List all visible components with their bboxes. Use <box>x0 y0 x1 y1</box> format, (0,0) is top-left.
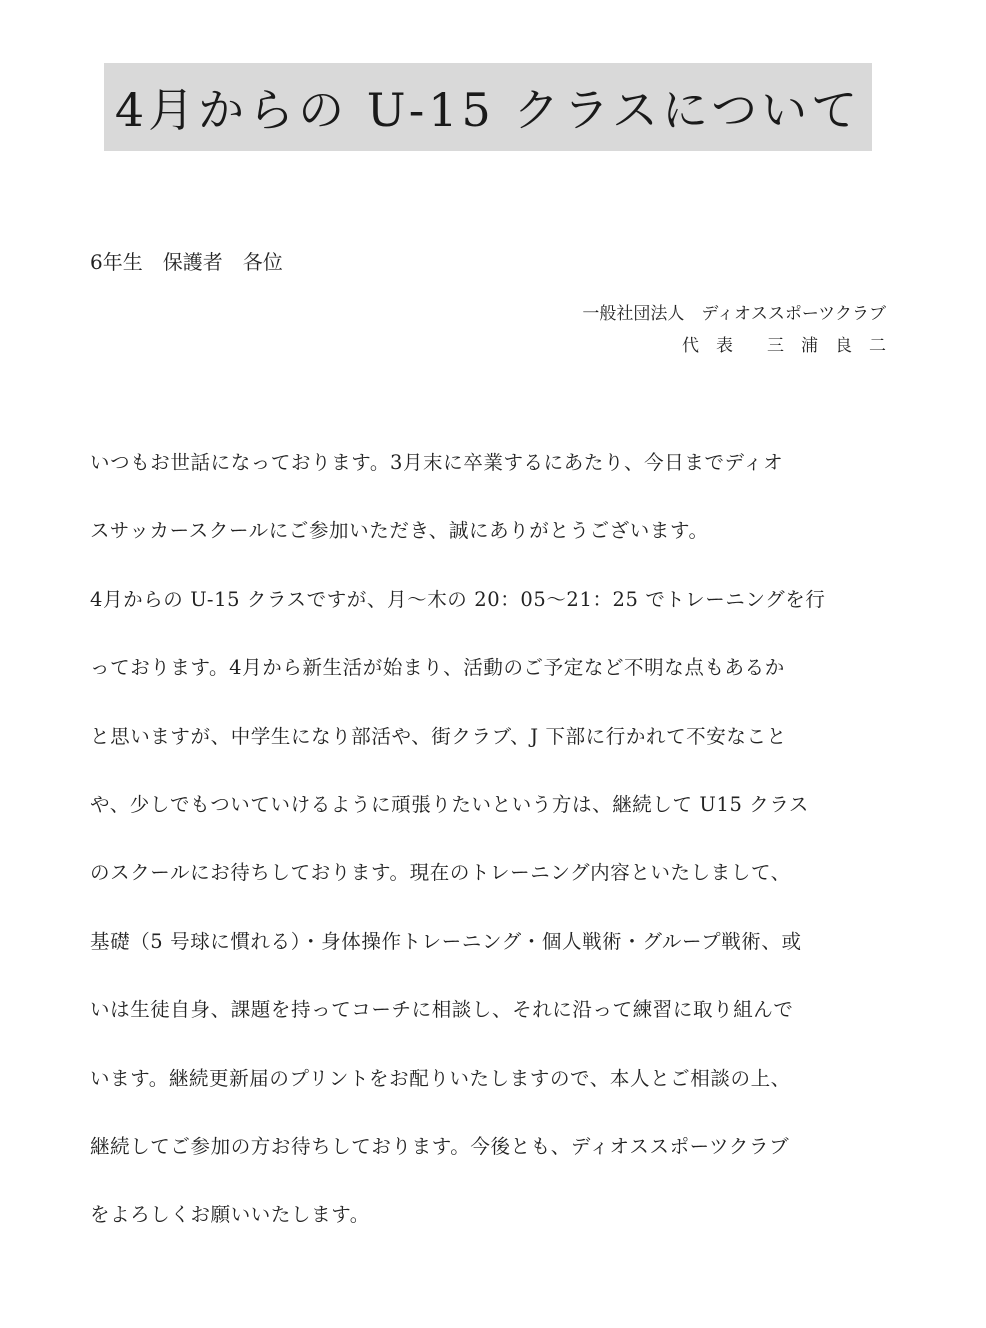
addressee: 6年生 保護者 各位 <box>90 250 283 274</box>
body-line: をよろしくお願いいたします。 <box>90 1203 370 1227</box>
body-line: っております。4月から新生活が始まり、活動のご予定など不明な点もあるか <box>90 656 785 680</box>
body-line: スサッカースクールにご参加いただき、誠にありがとうございます。 <box>90 519 709 543</box>
sender-block <box>582 298 886 362</box>
body-line: 基礎（5 号球に慣れる）・身体操作トレーニング・個人戦術・グループ戦術、或 <box>90 929 802 953</box>
document-title: 4月からの U-15 クラスについて <box>114 83 862 137</box>
title-banner <box>104 63 872 151</box>
body-line: のスクールにお待ちしております。現在のトレーニング内容といたしまして、 <box>90 861 791 885</box>
body-line: いつもお世話になっております。3月末に卒業するにあたり、今日までディオ <box>90 451 784 474</box>
sender-organization: 一般社団法人 ディオススポーツクラブ <box>582 304 886 324</box>
body-line: や、少しでもついていけるように頑張りたいという方は、継続して U15 クラス <box>90 792 809 816</box>
body-line: と思いますが、中学生になり部活や、街クラブ、J 下部に行かれて不安なこと <box>90 724 787 748</box>
body-line: います。継続更新届のプリントをお配りいたしますので、本人とご相談の上、 <box>90 1066 791 1090</box>
sender-representative: 代 表 三 浦 良 二 <box>682 336 886 356</box>
body-text <box>90 443 890 1264</box>
body-line: 継続してご参加の方お待ちしております。今後とも、ディオススポーツクラブ <box>90 1134 790 1158</box>
body-line: 4月からの U-15 クラスですが、月〜木の 20：05〜21：25 でトレーニングを行 <box>90 587 826 611</box>
body-line: いは生徒自身、課題を持ってコーチに相談し、それに沿って練習に取り組んで <box>90 998 794 1022</box>
